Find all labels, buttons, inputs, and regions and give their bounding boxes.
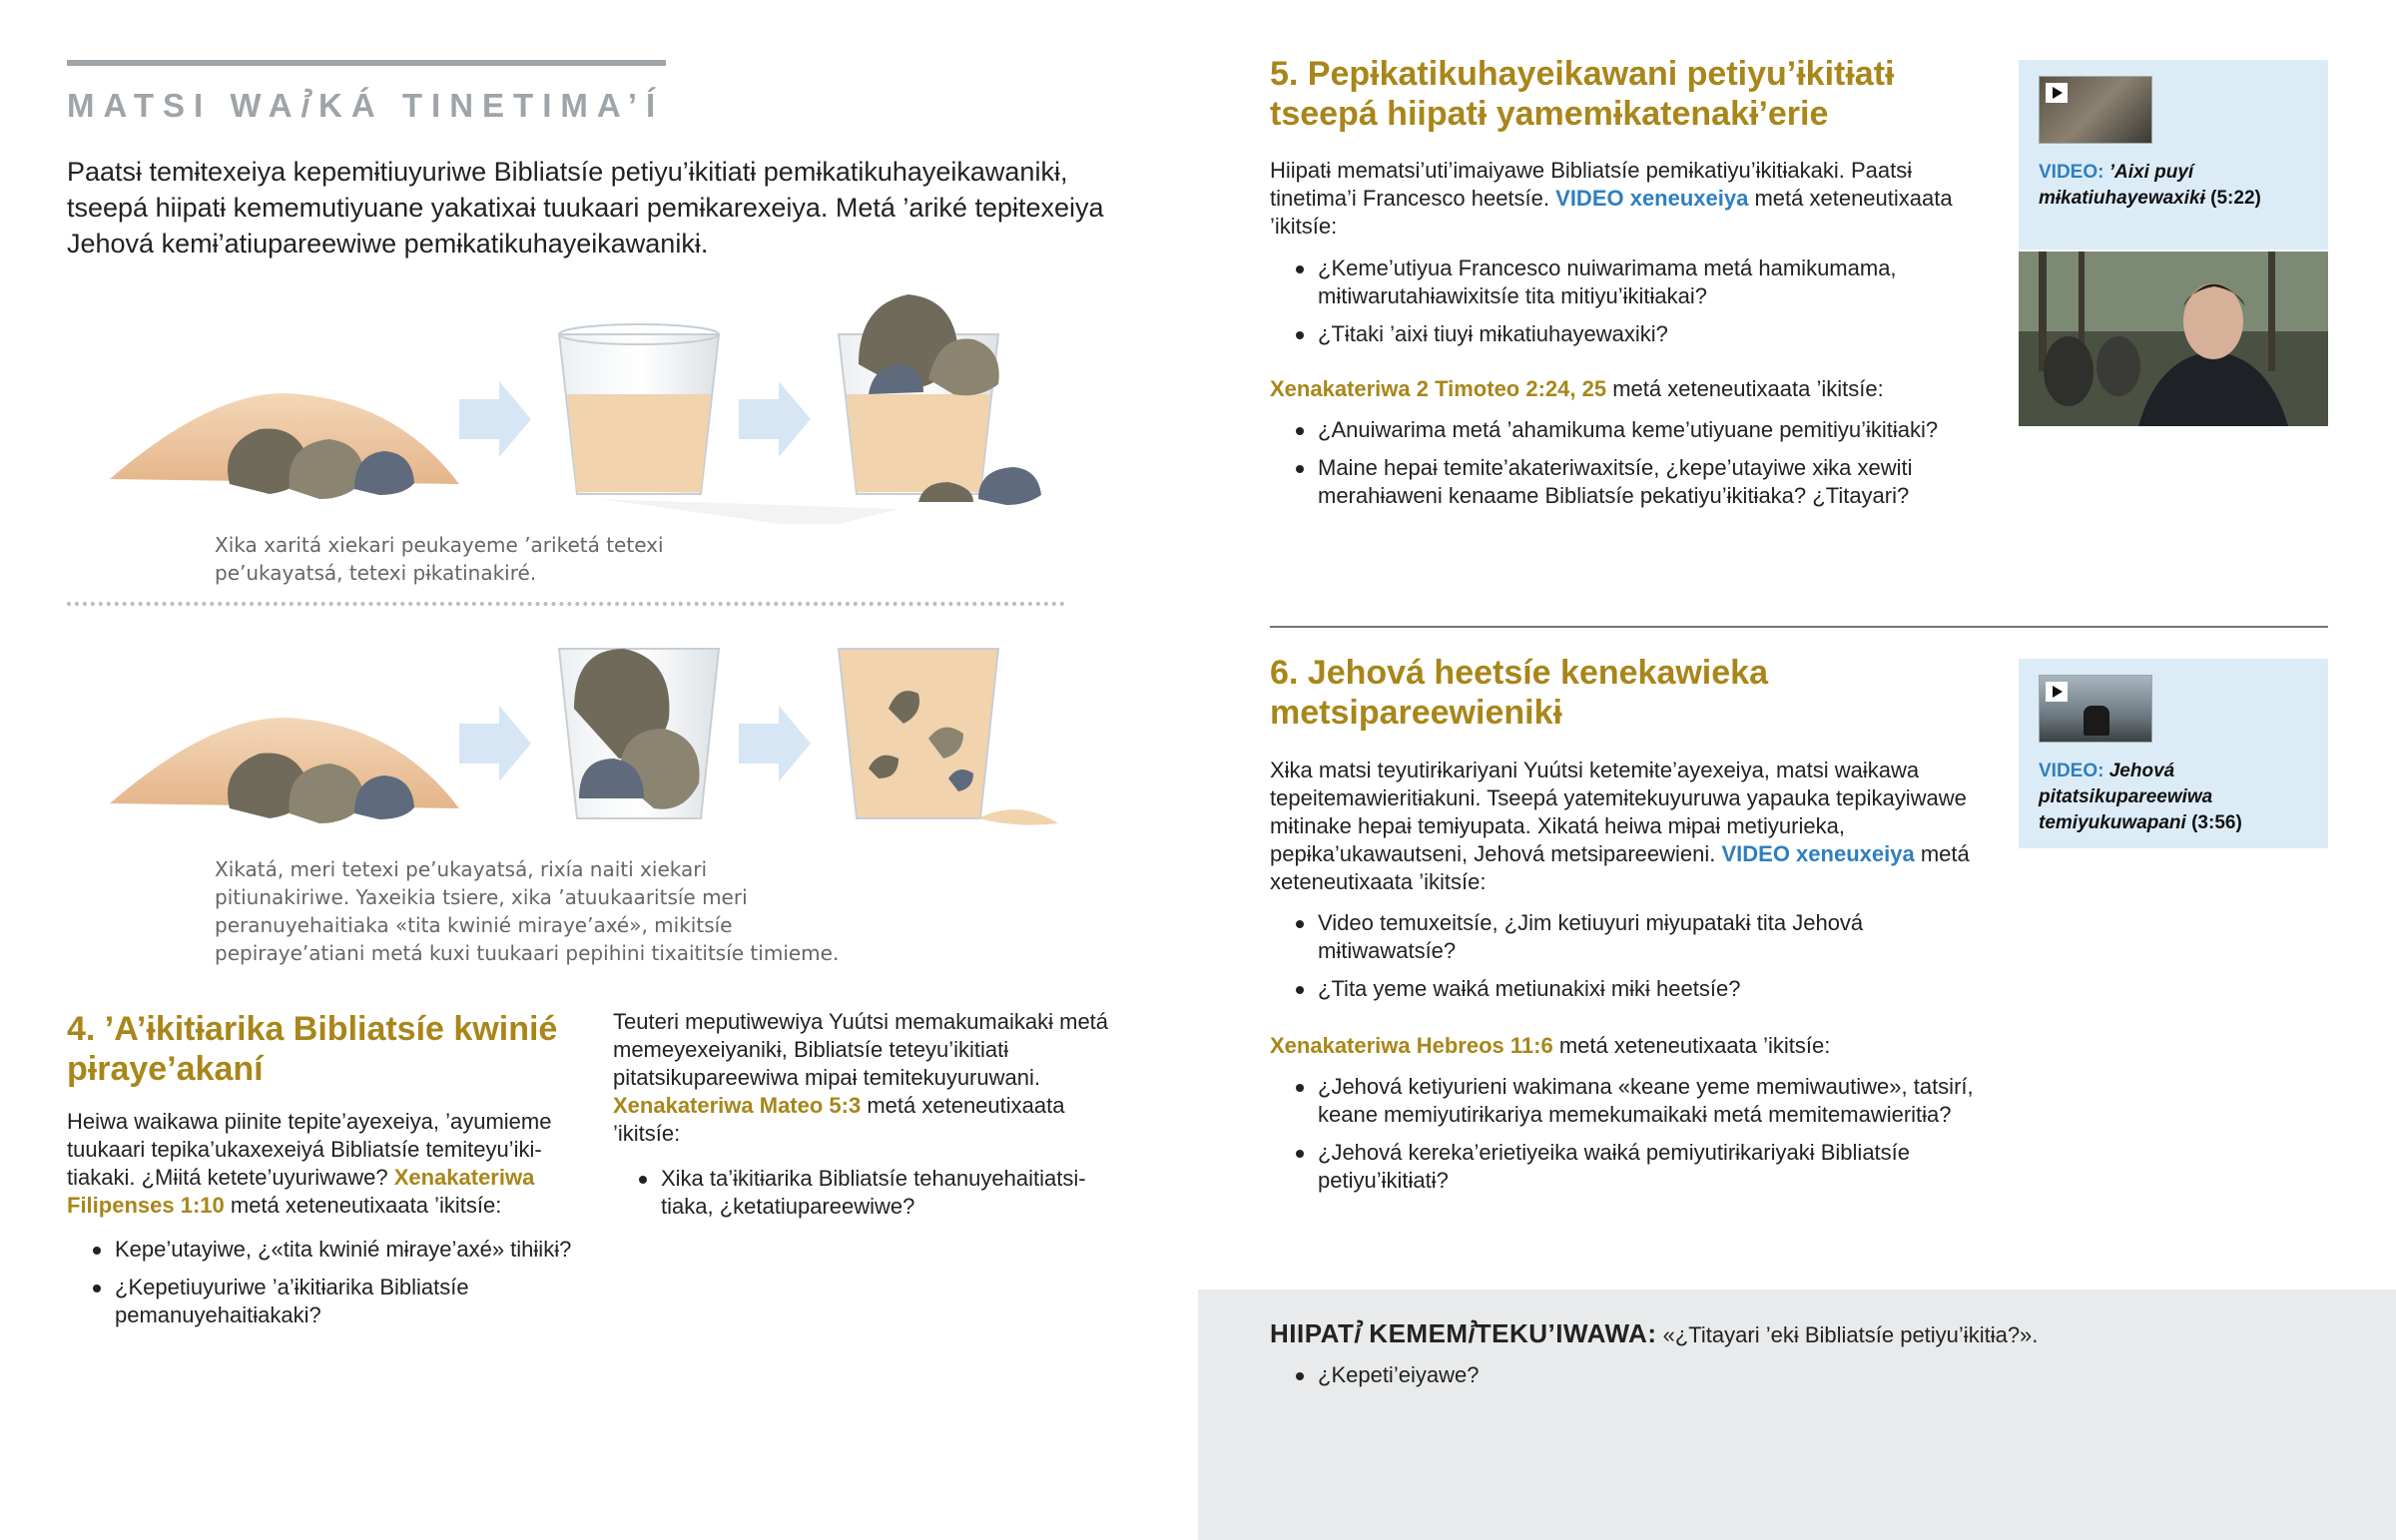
- section-4-right-paragraph: [613, 1008, 1122, 1148]
- list-item: ¿Kepeti’eiyawe?: [1270, 1361, 2168, 1389]
- intro-paragraph: Paatsɨ temɨtexeiya kepemɨtiuyuriwe Bibliatsíe petiyu’ɨkitiatɨ pemɨkatikuhayeikawanikɨ, tseepá hiipatɨ kememutiyuane yakatixaɨ tuukaari pemɨkarexeiya. Metá ’ariké tepɨtexeiya Jehová kemɨ’atiupareewiwe pemɨkatikuhayeikawanikɨ.: [67, 157, 1104, 258]
- header-rule: [67, 60, 666, 66]
- section-5-reference-end: metá xeteneutixaata ’ikitsíe:: [1606, 376, 1884, 401]
- scripture-reference-link[interactable]: Xenakateriwa Hebreos 11:6: [1270, 1033, 1553, 1058]
- list-item: Maine hepaɨ temite’akateriwaxitsíe, ¿kepe’utayiwe xɨka xewiti merahɨaweni kenaame Bibliatsíe pekatiyu’ɨkitɨaka? ¿Titayari?: [1270, 454, 1989, 510]
- play-icon: [2046, 83, 2068, 103]
- video-label: [2039, 160, 2308, 212]
- page-kicker: MATSI WAꞽKÁ TINETIMA’Í: [67, 87, 665, 124]
- section-6-title: 6. Jehová heetsíe kenekawieka metsipareewienikɨ: [1270, 654, 1768, 732]
- dotted-divider: [67, 602, 1065, 606]
- video-box-5[interactable]: [2019, 60, 2328, 250]
- section-5-paragraph-end: metá xeteneutixaata ’ikitsíe:: [1270, 186, 1953, 239]
- section-5-questions: [1270, 255, 1989, 358]
- section-4-right-questions: [613, 1165, 1122, 1231]
- video-title: ’Aixi puyí mɨkatiuhayewaxikɨ: [2039, 162, 2205, 209]
- section-5-reference-line: [1270, 375, 1989, 403]
- section-6-paragraph: [1270, 757, 1989, 896]
- section-6-reference-end: metá xeteneutixaata ’ikitsíe:: [1552, 1033, 1831, 1058]
- section-4-right-end: metá xeteneutixaata ’ikitsíe:: [613, 1093, 1065, 1146]
- list-item: ¿Jehová ketiyurieni wakimana «keane yeme memiwautiwe», tatsirí, keane memiyutirɨkariya memekumaikakɨ metá memitemawieritɨa?: [1270, 1073, 1989, 1129]
- scripture-reference-link[interactable]: Xenakateriwa Mateo 5:3: [613, 1093, 862, 1118]
- section-6-questions: [1270, 909, 1989, 1013]
- play-icon: [2046, 682, 2068, 702]
- video-prefix: VIDEO:: [2039, 162, 2109, 183]
- right-page: [1198, 0, 2396, 1540]
- list-item: ¿Kepetiuyuriwe ’a’ɨkitɨarika Bibliatsíe pemanuyehaitɨakaki?: [67, 1274, 581, 1329]
- list-item: ¿Tita yeme waɨká metiunakixɨ mɨkɨ heetsíe?: [1270, 975, 1989, 1003]
- footer-questions: [1270, 1361, 2168, 1399]
- section-4-paragraph-text: Heiwa waikawa piinite tepite’ayexeiya, ’ayumieme tuukaari tepika’ukaxexeiyá Bibliatsíe temiteyu’ikitiakaki. ¿Mɨitá ketete’uyuriwawe?: [67, 1109, 552, 1190]
- section-4-title: 4. ’A’ɨkitɨarika Bibliatsíe kwinié pɨraye’akaní: [67, 1010, 558, 1088]
- video-box-6[interactable]: [2019, 659, 2328, 848]
- video-duration: (3:56): [2185, 812, 2242, 833]
- footer-box: [1198, 1289, 2396, 1540]
- section-4-questions: [67, 1236, 581, 1339]
- rocks-first-illustration: [100, 629, 1078, 848]
- video-still-photo: [2019, 252, 2328, 426]
- footer-line: [1270, 1319, 2038, 1349]
- illustration-caption-2: Xikatá, meri tetexi pe’ukayatsá, rixía naiti xiekari pitiunakiriwe. Yaxeikia tsiere, xika ’atuukaaritsíe meri peranuyehaitiaka «tita kwinié miraye’axé», mikitsíe pepiraye’atiani metá kuxi tuukaari pepihini tixaititsíe timieme.: [215, 857, 840, 965]
- video-label: [2039, 759, 2308, 836]
- video-title: Jehová pitatsikupareewiwa temiyukuwapani: [2039, 761, 2213, 833]
- list-item: ¿Jehová kereka’erietiyeika waɨká pemiyutirɨkariyakɨ Bibliatsíe petiyu’ɨkitɨatɨ?: [1270, 1139, 1989, 1195]
- illustration-caption-1: Xika xaritá xiekari peukayeme ’ariketá tetexi pe’ukayatsá, tetexi pɨkatinakiré.: [215, 533, 664, 585]
- video-link[interactable]: VIDEO xeneuxeiya: [1721, 841, 1915, 866]
- video-thumbnail[interactable]: [2039, 76, 2152, 144]
- list-item: ¿Tɨtaki ’aixɨ tiuyɨ mɨkatiuhayewaxiki?: [1270, 320, 1989, 348]
- section-4-right-text: Teuteri meputiwewiya Yuútsi memakumaikakɨ metá memeyexeiyanikɨ, Bibliatsíe teteyu’ikitiatɨ pitatsikupareewiwa mipaɨ temitekuyuruwani.: [613, 1009, 1109, 1090]
- list-item: Xika ta’ɨkitɨarika Bibliatsíe tehanuyehaitiatsitiaka, ¿ketatiupareewiwe?: [613, 1165, 1122, 1221]
- video-thumbnail[interactable]: [2039, 675, 2152, 743]
- list-item: ¿Keme’utiyua Francesco nuiwarimama metá hamikumama, mɨtiwarutahɨawixitsíe tita mitiyu’ɨkitɨakai?: [1270, 255, 1989, 310]
- scripture-reference-link[interactable]: Xenakateriwa 2 Timoteo 2:24, 25: [1270, 376, 1607, 401]
- list-item: Kepe’utayiwe, ¿«tita kwinié mɨraye’axé» tihɨikɨ?: [67, 1236, 581, 1264]
- section-5-reference-questions: [1270, 416, 1989, 520]
- section-6-paragraph-end: metá xeteneutixaata ’ikitsíe:: [1270, 841, 1970, 894]
- section-6-reference-questions: [1270, 1073, 1989, 1205]
- footer-text: «¿Titayari ’ekɨ Bibliatsíe petiyu’ɨkitɨa?».: [1656, 1322, 2039, 1347]
- section-6-paragraph-text: Xɨka matsi teyutirɨkariyani Yuútsi ketemɨte’ayexeiya, matsi waɨkawa tepeitemawieritɨakuni. Tseepá yatemɨtekuyuruwa yapauka tepikayiwawe mɨtinake hepaɨ temɨyupata. Xikatá heiwa mɨpaɨ metiyurieka, pepɨka’ukawautseni, Jehová metsipareewieni.: [1270, 758, 1967, 866]
- list-item: ¿Anuiwarima metá ’ahamikuma keme’utiyuane pemitiyu’ɨkitɨaki?: [1270, 416, 1989, 444]
- section-5-paragraph-text: Hiipatɨ mematsi’uti’imaiyawe Bibliatsíe pemɨkatiyu’ɨkitɨakaki. Paatsɨ tinetima’i Francesco heetsíe.: [1270, 158, 1913, 211]
- scripture-reference-link[interactable]: Xenakateriwa Filipenses 1:10: [67, 1165, 535, 1218]
- motorcycle-rider-figure: [2084, 706, 2109, 736]
- section-6-reference-line: [1270, 1032, 1989, 1060]
- video-prefix: VIDEO:: [2039, 761, 2109, 781]
- video-link[interactable]: VIDEO xeneuxeiya: [1555, 186, 1749, 211]
- section-5-title: 5. Pepɨkatikuhayeikawani petiyu’ɨkitɨatɨ tseepá hiipatɨ yamemɨkatenakɨ’erie: [1270, 55, 1895, 133]
- list-item: Video temuxeitsíe, ¿Jim ketiuyuri mɨyupatakɨ tita Jehová mɨtiwawatsíe?: [1270, 909, 1989, 965]
- video-duration: (5:22): [2204, 188, 2261, 209]
- section-5-paragraph: [1270, 157, 1989, 241]
- section-4-paragraph: [67, 1108, 581, 1220]
- section-4-paragraph-end: metá xeteneutixaata ’ikitsíe:: [224, 1193, 502, 1218]
- footer-heading: HIIPATꞽ KEMEMꞽTEKU’IWAWA:: [1270, 1318, 1657, 1348]
- section-divider: [1270, 626, 2328, 628]
- sand-first-illustration: [100, 284, 1078, 524]
